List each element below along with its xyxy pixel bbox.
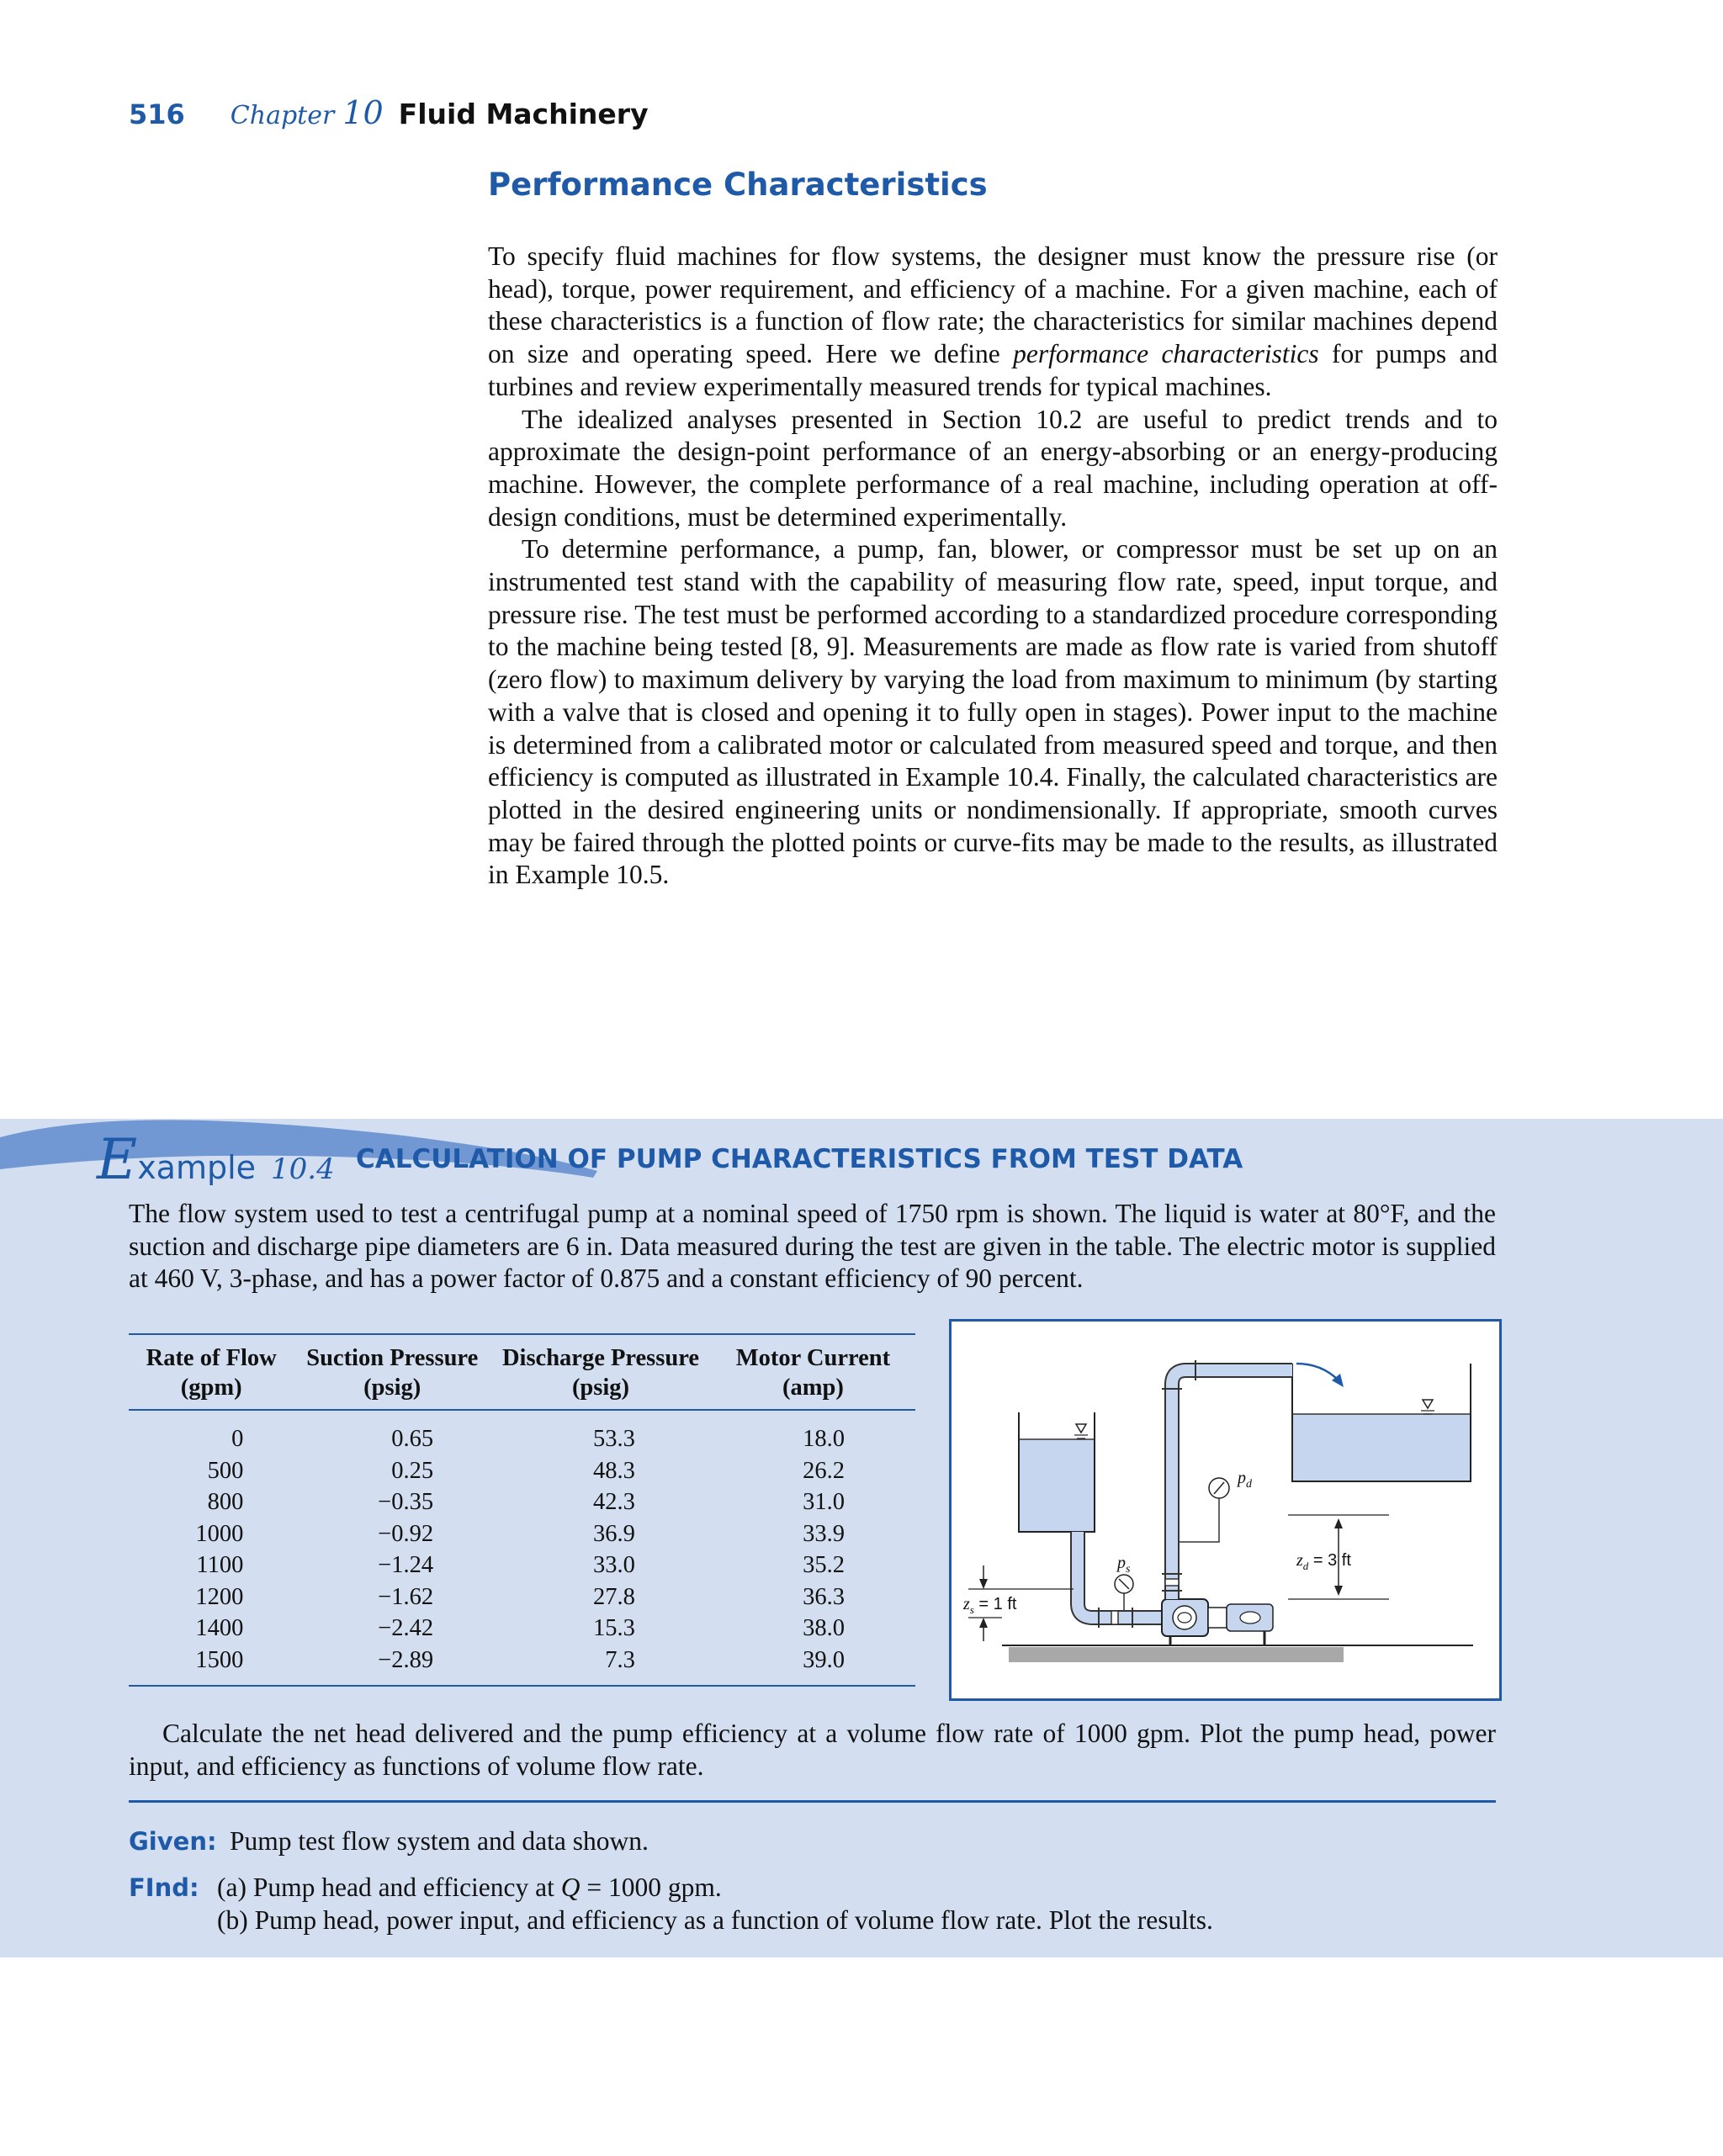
table-cell: 1100 (196, 1552, 244, 1578)
svg-text:zs = 1 ft: $z_s = 1$ ft (963, 1595, 1017, 1616)
table-cell: 33.0 (593, 1552, 635, 1578)
table-cell: 38.0 (803, 1615, 845, 1641)
table-cell: −1.24 (378, 1552, 434, 1578)
table-cell: 18.0 (803, 1426, 845, 1452)
given-text: Pump test flow system and data shown. (230, 1826, 649, 1856)
discharge-pipe-outline (1172, 1370, 1292, 1599)
table-cell: −2.42 (378, 1615, 434, 1641)
suction-tank-water (1019, 1439, 1095, 1532)
flow-arrow (1296, 1364, 1339, 1380)
find-block (129, 1872, 1213, 1936)
table-cell: 1400 (195, 1615, 244, 1641)
pump-impeller (1173, 1606, 1196, 1629)
table-cell: −0.92 (378, 1520, 434, 1547)
table-cell: 31.0 (803, 1489, 845, 1515)
paragraph-2: The idealized analyses presented in Section 10.2 are useful to predict trends and to approximate the design-point performance of an energy-absorbing or an energy-producing machine. However, the complete performance of a real machine, including operation at off-design conditions, must be determined experimentally. (488, 404, 1498, 532)
suction-pipe-outline (1078, 1532, 1162, 1618)
pump-system-diagram (952, 1322, 1499, 1698)
table-cell: −1.62 (378, 1583, 434, 1610)
table-row (129, 1455, 915, 1487)
find-item-a: (a) Pump head and efficiency at Q = 1000 gpm. (217, 1873, 722, 1902)
table-row (129, 1410, 915, 1455)
body-text (488, 241, 1498, 892)
example-label-word: xample (137, 1149, 257, 1186)
table-cell: 0.65 (391, 1426, 434, 1452)
find-label: FInd: (129, 1873, 199, 1902)
example-number: 10.4 (271, 1152, 335, 1186)
given-block (129, 1825, 649, 1858)
water-level-symbol-upper (1421, 1400, 1434, 1414)
suction-valve (1111, 1611, 1118, 1624)
table-row (129, 1486, 915, 1518)
suction-pipe (1078, 1532, 1162, 1618)
col-header-current: Motor Current (amp) (735, 1345, 891, 1401)
table-cell: 48.3 (593, 1457, 635, 1484)
pd-label: p (1238, 1469, 1246, 1487)
table-cell: 800 (207, 1489, 244, 1515)
divider-rule (129, 1800, 1496, 1803)
col-header-discharge: Discharge Pressure (psig) (501, 1345, 699, 1401)
table-cell: 1500 (129, 1645, 294, 1687)
table-body (129, 1410, 915, 1686)
task-text: Calculate the net head delivered and the pump efficiency at a volume flow rate of 1000 gpm. Plot the pump head, power input, and efficiency as functions of volume flow rate. (129, 1719, 1496, 1781)
paragraph-3: To determine performance, a pump, fan, blower, or compressor must be set up on an instrumented test stand with the capability of measuring flow rate, speed, input torque, and pressure rise. The test must be performed according to a standardized procedure corresponding to the machine being tested [8, 9]. Measurements are made as flow rate is varied from shutoff (zero flow) to maximum delivery by varying the load from maximum to minimum (by starting with a valve that is closed and opening it to fully open in stages). Power input to the machine is determined from a calibrated motor or calculated from measured speed and torque, and then efficiency is computed as illustrated in Example 10.4. Finally, the calculated characteristics are plotted in the desired engineering units or nondimensionally. If appropriate, smooth curves may be faired through the plotted points or curve-fits may be made to the results, as illustrated in Example 10.5. (488, 534, 1498, 890)
chapter-title: Fluid Machinery (398, 98, 649, 130)
table-row (129, 1518, 915, 1550)
table-cell: 42.3 (593, 1489, 635, 1515)
given-label: Given: (129, 1827, 217, 1856)
table-cell: 7.3 (490, 1645, 711, 1687)
table-cell: 39.0 (711, 1645, 915, 1687)
table-cell: 500 (207, 1457, 244, 1484)
table-row (129, 1613, 915, 1645)
paragraph-1 (488, 241, 1498, 404)
paragraph-1-b: for pumps and turbines and review experimentally measured trends for typical machines. (488, 339, 1498, 401)
chapter-word: Chapter (230, 101, 335, 130)
table-cell: 26.2 (803, 1457, 845, 1484)
table-cell: −0.35 (378, 1489, 434, 1515)
example-title: CALCULATION OF PUMP CHARACTERISTICS FROM TEST DATA (356, 1144, 1243, 1174)
find-item-b: (b) Pump head, power input, and efficiency as a function of volume flow rate. Plot the results. (217, 1904, 1213, 1935)
table-cell: 27.8 (593, 1583, 635, 1610)
table-cell: 36.9 (593, 1520, 635, 1547)
discharge-pipe (1172, 1370, 1292, 1599)
table-cell: 35.2 (803, 1552, 845, 1578)
table-cell: 0 (231, 1426, 244, 1452)
chapter-number: 10 (342, 94, 384, 131)
table-cell: −2.89 (294, 1645, 490, 1687)
col-header-flow: Rate of Flow (gpm) (146, 1345, 277, 1401)
table-row (129, 1581, 915, 1613)
discharge-valve (1165, 1579, 1179, 1586)
example-label-initial: E (97, 1127, 138, 1192)
table-cell: 1000 (195, 1520, 244, 1547)
ground (1009, 1647, 1344, 1662)
table-cell: 15.3 (593, 1615, 635, 1641)
test-data-table (129, 1333, 915, 1687)
running-header (129, 94, 649, 136)
section-title: Performance Characteristics (488, 167, 988, 203)
zd-label: z (1296, 1551, 1303, 1570)
table-cell: 53.3 (593, 1426, 635, 1452)
col-header-suction: Suction Pressure (psig) (306, 1345, 479, 1401)
table-cell: 36.3 (803, 1583, 845, 1610)
example-task (129, 1718, 1496, 1783)
svg-text:zd = 3 ft: $z_d = 3$ ft (1296, 1551, 1351, 1572)
page-number: 516 (129, 98, 185, 130)
table-cell: 1200 (195, 1583, 244, 1610)
table-row (129, 1645, 915, 1687)
example-intro: The flow system used to test a centrifugal pump at a nominal speed of 1750 rpm is shown. The liquid is water at 80°F, and the suction and discharge pipe diameters are 6 in. Data measured during the test are given in the table. The electric motor is supplied at 460 V, 3-phase, and has a power factor of 0.875 and a constant efficiency of 90 percent. (129, 1199, 1496, 1293)
figure-pump-test-system (949, 1319, 1502, 1701)
paragraph-1-a: To specify fluid machines for flow systems, the designer must know the pressure rise (or head), torque, power requirement, and efficiency of a machine. For a given machine, each of these characteristics is a function of flow rate; the characteristics for similar machines depend on size and operating speed. Here we define (488, 241, 1498, 369)
table-row (129, 1549, 915, 1581)
zs-label: z (963, 1595, 970, 1613)
emphasis-performance-characteristics: performance characteristics (1013, 339, 1319, 369)
table-cell: 0.25 (391, 1457, 434, 1484)
water-level-symbol-lower (1074, 1424, 1088, 1438)
table-header-row (129, 1334, 915, 1410)
discharge-tank-water (1292, 1414, 1471, 1481)
svg-text:ps: $p_s$ (1117, 1554, 1131, 1576)
svg-text:pd: $p_d$ (1238, 1469, 1252, 1491)
table-cell: 33.9 (803, 1520, 845, 1547)
example-label (97, 1127, 335, 1192)
ps-label: p (1117, 1554, 1126, 1572)
